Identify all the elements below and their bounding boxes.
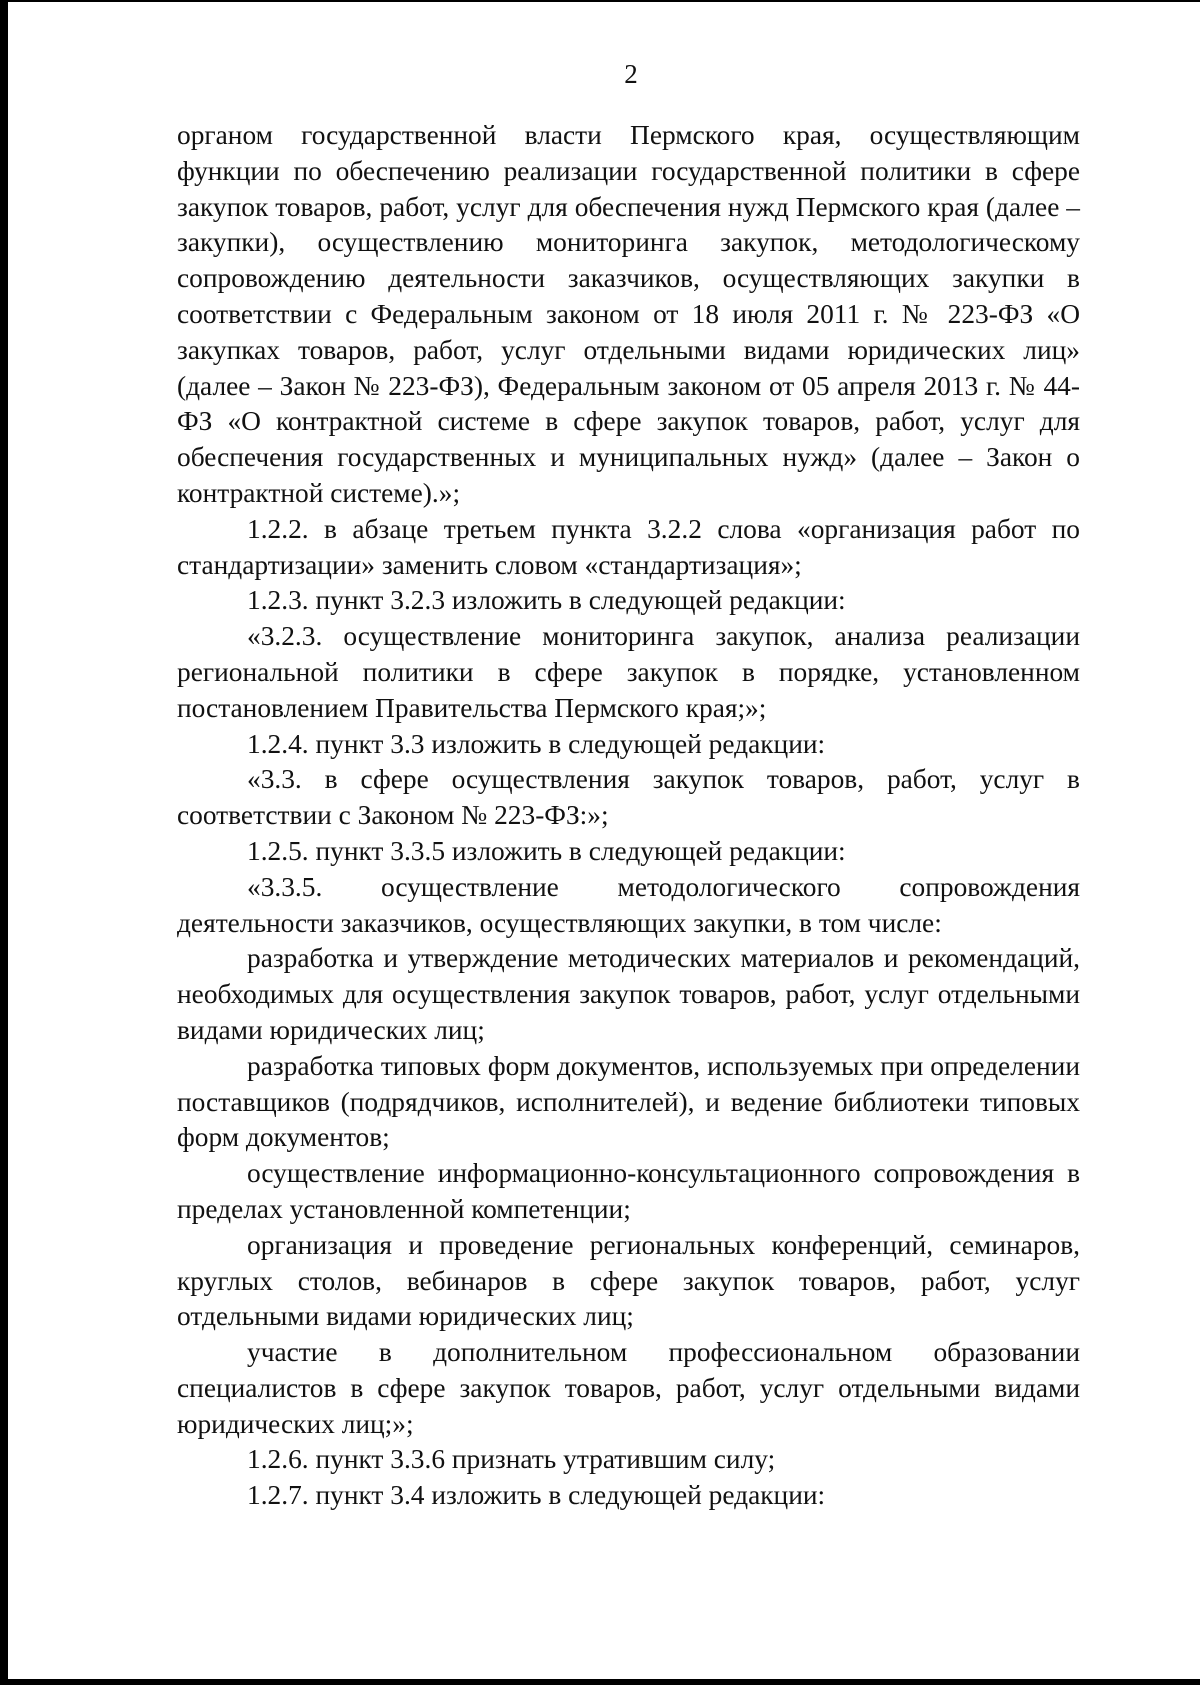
scan-border-top <box>0 0 1200 2</box>
paragraph-quote-3-2-3: «3.2.3. осуществление мониторинга закупок, анализа реализации региональной политики в сфере закупок в порядке, установленном постановлением Правительства Пермского края;»; <box>177 621 1080 723</box>
paragraph-item-1-2-5: 1.2.5. пункт 3.3.5 изложить в следующей редакции: <box>247 835 846 866</box>
paragraph-item-1-2-4: 1.2.4. пункт 3.3 изложить в следующей редакции: <box>247 728 826 759</box>
paragraph-list-typical-forms: разработка типовых форм документов, используемых при определении поставщиков (подрядчиков, исполнителей), и ведение библиотеки типовых форм документов; <box>177 1050 1080 1153</box>
paragraph-item-1-2-6: 1.2.6. пункт 3.3.6 признать утратившим силу; <box>247 1444 776 1475</box>
paragraph-item-1-2-3: 1.2.3. пункт 3.2.3 изложить в следующей редакции: <box>247 585 846 616</box>
paragraph-item-1-2-2: 1.2.2. в абзаце третьем пункта 3.2.2 слова «организация работ по стандартизации» заменить словом «стандартизация»; <box>177 513 1080 580</box>
paragraph-continuation: органом государственной власти Пермского края, осуществляющим функции по обеспечению реализации государственной политики в сфере закупок товаров, работ, услуг для обеспечения нужд Пермского края (далее – закупки), осуществлению мониторинга закупок, методологическому сопровождению деятельности заказчиков, осуществляющих закупки в соответствии с Федеральным законом от 18 июля 2011 г. № 223-ФЗ «О закупках товаров, работ, услуг отдельными видами юридических лиц» (далее – Закон № 223-ФЗ), Федеральным законом от 05 апреля 2013 г. № 44-ФЗ «О контрактной системе в сфере закупок товаров, работ, услуг для обеспечения государственных и муниципальных нужд» (далее – Закон о контрактной системе).»; <box>177 120 1080 508</box>
paragraph-list-conferences: организация и проведение региональных конференций, семинаров, круглых столов, вебинаров в сфере закупок товаров, работ, услуг отдельными видами юридических лиц; <box>177 1229 1080 1332</box>
page-number: 2 <box>624 59 638 89</box>
paragraph-quote-3-3-5: «3.3.5. осуществление методологического сопровождения деятельности заказчиков, осуществляющих закупки, в том числе: <box>177 871 1080 938</box>
paragraph-item-1-2-7: 1.2.7. пункт 3.4 изложить в следующей редакции: <box>247 1480 826 1511</box>
paragraph-list-education: участие в дополнительном профессиональном образовании специалистов в сфере закупок товаров, работ, услуг отдельными видами юридических лиц;»; <box>177 1337 1080 1439</box>
scan-border-bottom <box>0 1679 1200 1685</box>
paragraph-quote-3-3: «3.3. в сфере осуществления закупок товаров, работ, услуг в соответствии с Законом № 223-ФЗ:»; <box>177 764 1080 831</box>
document-body <box>177 118 1080 1514</box>
scan-border-left <box>0 0 8 1685</box>
paragraph-list-consulting: осуществление информационно-консультационного сопровождения в пределах установленной компетенции; <box>177 1158 1080 1224</box>
paragraph-list-methodology: разработка и утверждение методических материалов и рекомендаций, необходимых для осуществления закупок товаров, работ, услуг отдельными видами юридических лиц; <box>177 943 1080 1045</box>
